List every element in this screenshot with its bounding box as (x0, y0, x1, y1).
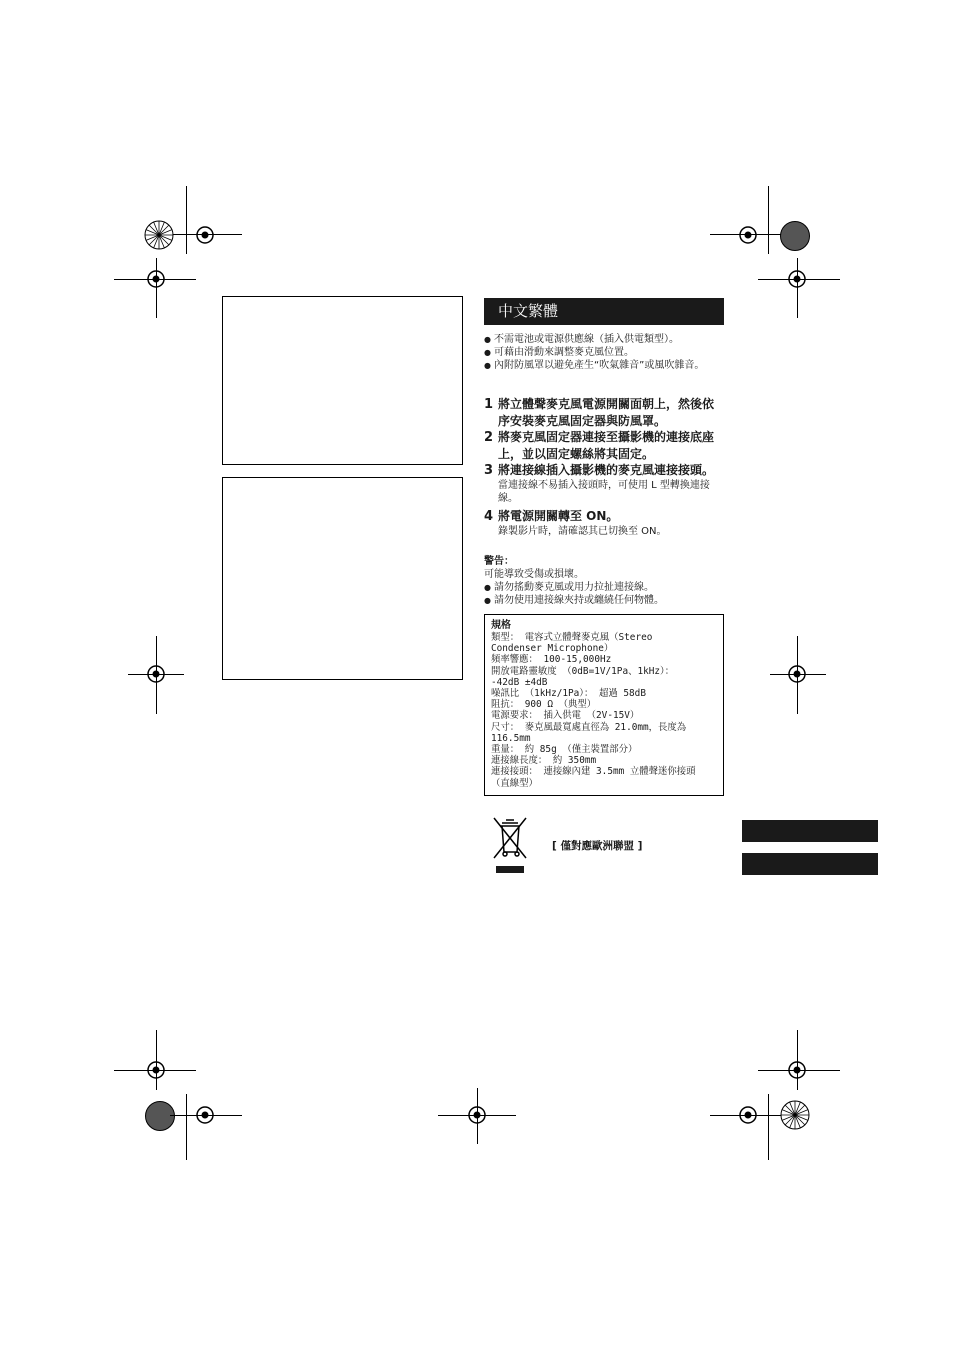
crop-line (186, 186, 187, 254)
warning-intro: 可能導致受傷或損壞。 (484, 569, 584, 580)
step-number: 3 (484, 463, 494, 478)
list-item: ● 可藉由滑動來調整麥克風位置。 (484, 346, 724, 359)
crosshair-registration-mark-icon (464, 1102, 490, 1128)
solid-target-icon (145, 1101, 175, 1131)
crosshair-registration-mark-icon (192, 222, 218, 248)
crop-line (768, 186, 769, 254)
crosshair-registration-mark-icon (784, 266, 810, 292)
spec-line: 噪訊比 （1kHz/1Pa）： 超過 58dB (491, 688, 646, 700)
crosshair-registration-mark-icon (784, 661, 810, 687)
list-item: ● 請勿使用連接線夾持或纏繞任何物體。 (484, 594, 724, 607)
crosshair-registration-mark-icon (192, 1102, 218, 1128)
language-tab-marker (742, 853, 878, 875)
instruction-steps (484, 396, 724, 538)
spec-line: 尺寸： 麥克風最寬處直徑為 21.0mm，長度為 (491, 721, 687, 733)
list-item: ● 內附防風罩以避免產生“吹氣雜音”或風吹雜音。 (484, 359, 724, 372)
step-item (484, 396, 724, 430)
blank-panel-bottom (222, 477, 463, 680)
feature-list (484, 333, 724, 372)
step-text: 將麥克風固定器連接至攝影機的連接底座上，並以固定螺絲將其固定。 (498, 430, 715, 461)
step-text: 將電源開關轉至 ON。 (498, 509, 619, 523)
spec-line: 阻抗： 900 Ω （典型） (491, 699, 597, 711)
crosshair-registration-mark-icon (143, 661, 169, 687)
crosshair-registration-mark-icon (143, 1057, 169, 1083)
crop-line (768, 1094, 769, 1160)
spec-line: 開放電路靈敏度 （0dB=1V/1Pa、1kHz）： (491, 665, 675, 677)
crosshair-registration-mark-icon (735, 1102, 761, 1128)
spec-line: 類型： 電容式立體聲麥克風（Stereo (491, 632, 653, 643)
starburst-target-icon (144, 220, 174, 250)
spec-line: Condenser Microphone） (491, 643, 614, 655)
section-title: 中文繁體 (498, 302, 559, 320)
specifications-title: 規格 (491, 620, 511, 631)
crossed-out-wheeled-bin-icon (490, 814, 530, 874)
step-item (484, 508, 724, 538)
step-number: 4 (484, 509, 494, 524)
step-item (484, 462, 724, 505)
blank-panel-top (222, 296, 463, 465)
crop-line (186, 1094, 187, 1160)
crosshair-registration-mark-icon (784, 1057, 810, 1083)
list-item: ● 不需電池或電源供應線（插入供電類型）。 (484, 333, 724, 346)
list-item: ● 請勿搖動麥克風或用力拉扯連接線。 (484, 581, 724, 594)
spec-line: 連接線長度： 約 350mm (491, 755, 597, 767)
warning-title: 警告： (484, 556, 514, 567)
crosshair-registration-mark-icon (735, 222, 761, 248)
step-number: 1 (484, 397, 494, 412)
spec-line: 連接接頭： 連接線內建 3.5mm 立體聲迷你接頭 (491, 766, 696, 778)
step-text: 將連接線插入攝影機的麥克風連接接頭。 (498, 463, 715, 477)
starburst-target-icon (780, 1100, 810, 1130)
step-note: 當連接線不易插入接頭時，可使用 L 型轉換連接線。 (498, 480, 710, 504)
specifications-box (484, 614, 724, 796)
eu-only-label: [ 僅對應歐洲聯盟 ] (552, 840, 643, 852)
step-item (484, 429, 724, 463)
crosshair-registration-mark-icon (143, 266, 169, 292)
spec-line: -42dB ±4dB (491, 676, 548, 688)
spec-line: 電源要求： 插入供電 （2V-15V） (491, 710, 640, 722)
step-number: 2 (484, 430, 494, 445)
spec-line: （直線型） (491, 777, 538, 789)
spec-line: 116.5mm (491, 732, 531, 744)
spec-line: 重量： 約 85g （僅主裝置部分） (491, 744, 638, 756)
step-note: 錄製影片時，請確認其已切換至 ON。 (498, 526, 667, 537)
solid-target-icon (780, 221, 810, 251)
step-text: 將立體聲麥克風電源開關面朝上，然後依序安裝麥克風固定器與防風罩。 (498, 397, 715, 428)
spec-line: 頻率響應： 100-15,000Hz (491, 654, 612, 666)
section-header (484, 298, 724, 325)
language-tab-marker (742, 820, 878, 842)
warning-block (484, 555, 724, 607)
